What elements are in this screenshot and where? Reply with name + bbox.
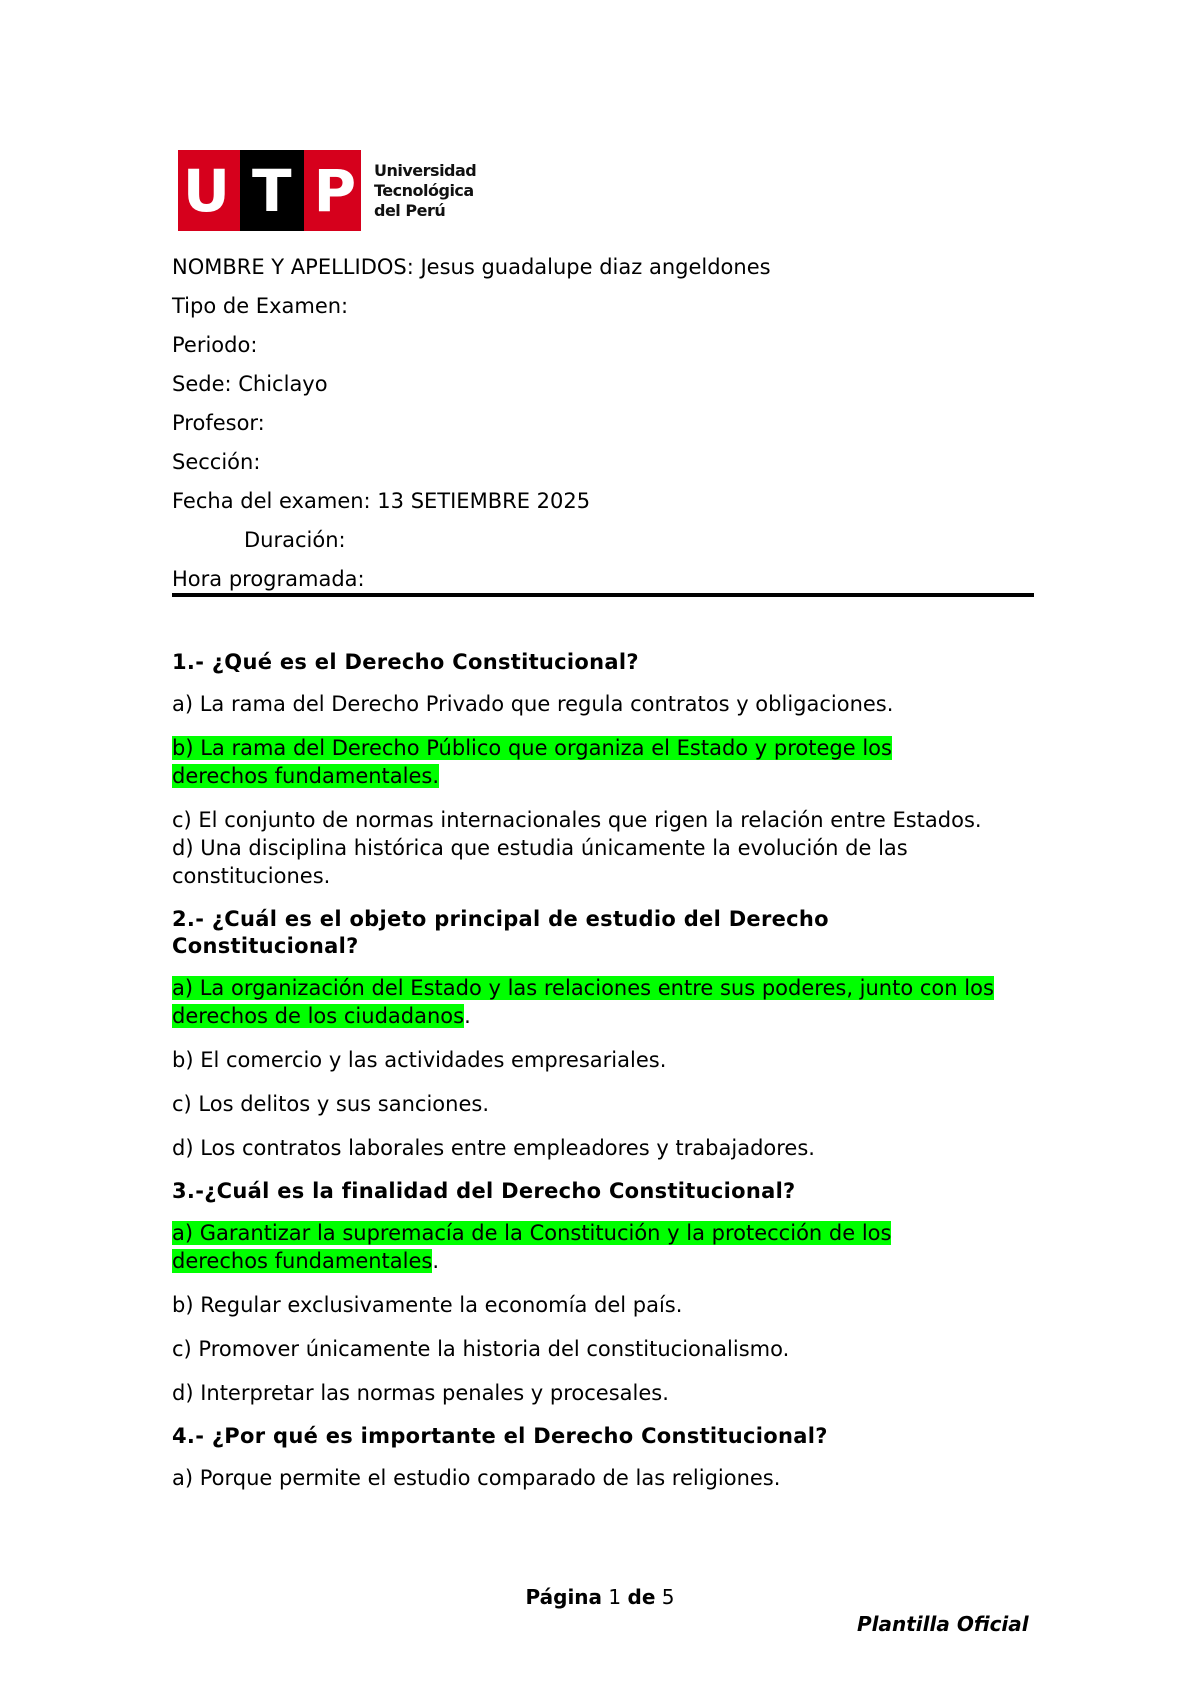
option-a: a) La rama del Derecho Privado que regula contratos y obligaciones. <box>172 692 894 716</box>
option-a: a) Porque permite el estudio comparado de las religiones. <box>172 1466 781 1490</box>
field-periodo: Periodo: <box>172 333 258 357</box>
option-d: d) Los contratos laborales entre empleadores y trabajadores. <box>172 1136 815 1160</box>
field-nombre: NOMBRE Y APELLIDOS: Jesus guadalupe diaz angeldones <box>172 255 771 279</box>
questions-section <box>172 649 1052 1508</box>
option-c: c) El conjunto de normas internacionales que rigen la relación entre Estados. <box>172 808 982 832</box>
logo-line-1: Universidad <box>374 160 477 180</box>
answer-period: . <box>432 1249 440 1273</box>
header-divider <box>172 593 1034 597</box>
logo-black-block <box>240 150 304 231</box>
utp-logo <box>178 149 476 232</box>
question-title: 2.- ¿Cuál es el objeto principal de estudio del Derecho Constitucional? <box>172 907 829 958</box>
option-c: c) Los delitos y sus sanciones. <box>172 1092 489 1116</box>
field-duracion: Duración: <box>244 528 346 552</box>
current-page: 1 <box>608 1585 622 1609</box>
logo-line-2: Tecnológica <box>374 180 474 200</box>
option-b-answer <box>172 734 932 790</box>
option-d: d) Una disciplina histórica que estudia únicamente la evolución de las constituciones. <box>172 836 908 888</box>
question-title: 1.- ¿Qué es el Derecho Constitucional? <box>172 650 639 674</box>
option-b: b) Regular exclusivamente la economía del país. <box>172 1293 683 1317</box>
option-a-answer <box>172 974 1022 1030</box>
option-d: d) Interpretar las normas penales y procesales. <box>172 1381 669 1405</box>
field-hora: Hora programada: <box>172 567 365 591</box>
de-label: de <box>627 1585 656 1609</box>
logo-letter-u: U <box>182 156 230 225</box>
field-seccion: Sección: <box>172 450 261 474</box>
question-title: 4.- ¿Por qué es importante el Derecho Constitucional? <box>172 1424 828 1448</box>
option-c: c) Promover únicamente la historia del constitucionalismo. <box>172 1337 790 1361</box>
total-pages: 5 <box>661 1585 675 1609</box>
logo-mark <box>178 150 361 231</box>
page-number <box>0 1585 1200 1609</box>
answer-highlight: b) La rama del Derecho Público que organiza el Estado y protege los derechos fundamentales. <box>172 736 892 788</box>
plantilla-oficial: Plantilla Oficial <box>857 1612 1029 1636</box>
exam-header <box>172 252 1032 603</box>
field-tipo-examen: Tipo de Examen: <box>172 294 349 318</box>
logo-wordmark <box>374 161 476 221</box>
field-profesor: Profesor: <box>172 411 265 435</box>
field-fecha: Fecha del examen: 13 SETIEMBRE 2025 <box>172 489 591 513</box>
option-a-answer <box>172 1219 942 1275</box>
answer-highlight: a) Garantizar la supremacía de la Constitución y la protección de los derechos fundamentales <box>172 1221 892 1273</box>
question-2 <box>172 906 1052 1162</box>
logo-line-3: del Perú <box>374 200 446 220</box>
question-1 <box>172 649 1052 890</box>
logo-letter-t: T <box>251 156 292 225</box>
pagina-label: Página <box>525 1585 603 1609</box>
option-b: b) El comercio y las actividades empresariales. <box>172 1048 667 1072</box>
answer-highlight: a) La organización del Estado y las relaciones entre sus poderes, junto con los derechos de los ciudadanos <box>172 976 994 1028</box>
field-sede: Sede: Chiclayo <box>172 372 328 396</box>
question-title: 3.-¿Cuál es la finalidad del Derecho Constitucional? <box>172 1179 796 1203</box>
answer-period: . <box>464 1004 471 1028</box>
question-3 <box>172 1178 1052 1407</box>
logo-letter-p: P <box>313 156 357 225</box>
question-4 <box>172 1423 1052 1492</box>
